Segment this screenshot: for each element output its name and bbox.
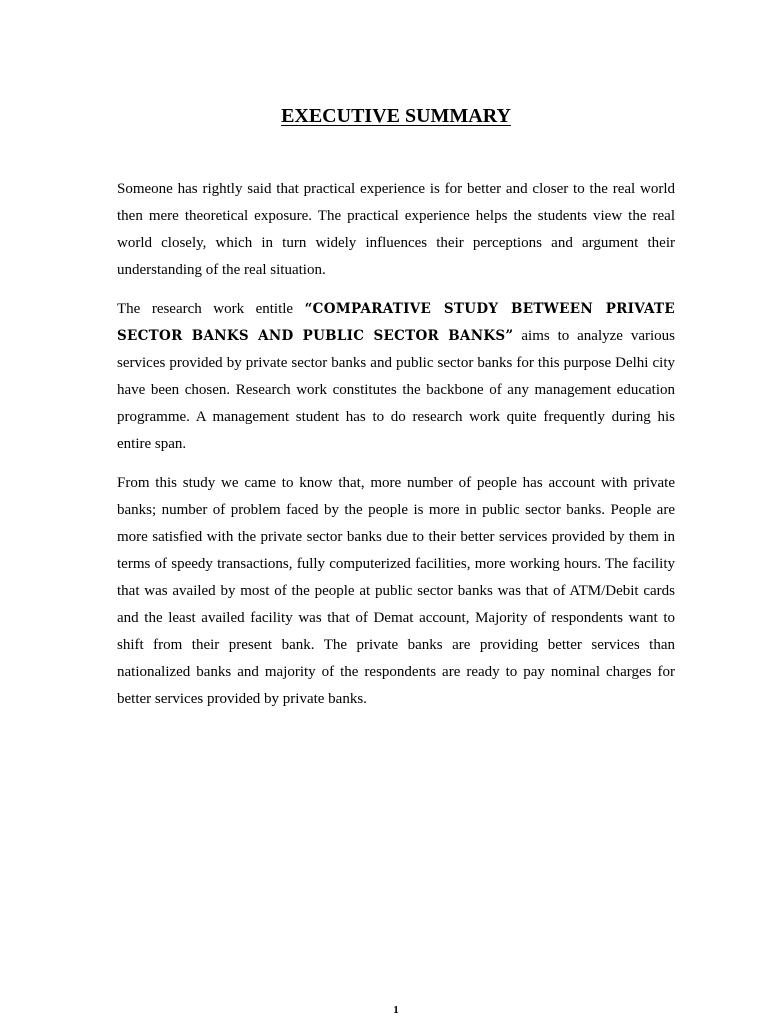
paragraph-intro: Someone has rightly said that practical experience is for better and closer to the real world then mere theoretical exposure. The practical experience helps the students view the real world closely, which in turn widely influences their perceptions and argument their understanding of the real situation. — [117, 181, 675, 278]
page-number: 1 — [393, 1004, 399, 1016]
paragraph-research-work — [117, 296, 675, 458]
page-title: EXECUTIVE SUMMARY — [281, 105, 511, 128]
study-title-emphasis: “COMPARATIVE STUDY BETWEEN PRIVATE SECTOR BANKS AND PUBLIC SECTOR BANKS” — [117, 301, 675, 344]
paragraph-research-rest: aims to analyze various services provided by private sector banks and public sector banks for this purpose Delhi city have been chosen. Research work constitutes the backbone of any management education programme. A management student has to do research work quite frequently during his entire span. — [117, 328, 675, 452]
summary-body — [117, 176, 675, 725]
paragraph-research-lead: The research work entitle — [117, 301, 305, 317]
paragraph-findings: From this study we came to know that, more number of people has account with private banks; number of problem faced by the people is more in public sector banks. People are more satisfied with the private sector banks due to their better services provided by them in terms of speedy transactions, fully computerized facilities, more working hours. The facility that was availed by most of the people at public sector banks was that of ATM/Debit cards and the least availed facility was that of Demat account, Majority of respondents want to shift from their present bank. The private banks are providing better services than nationalized banks and majority of the respondents are ready to pay nominal charges for better services provided by private banks. — [117, 475, 675, 707]
